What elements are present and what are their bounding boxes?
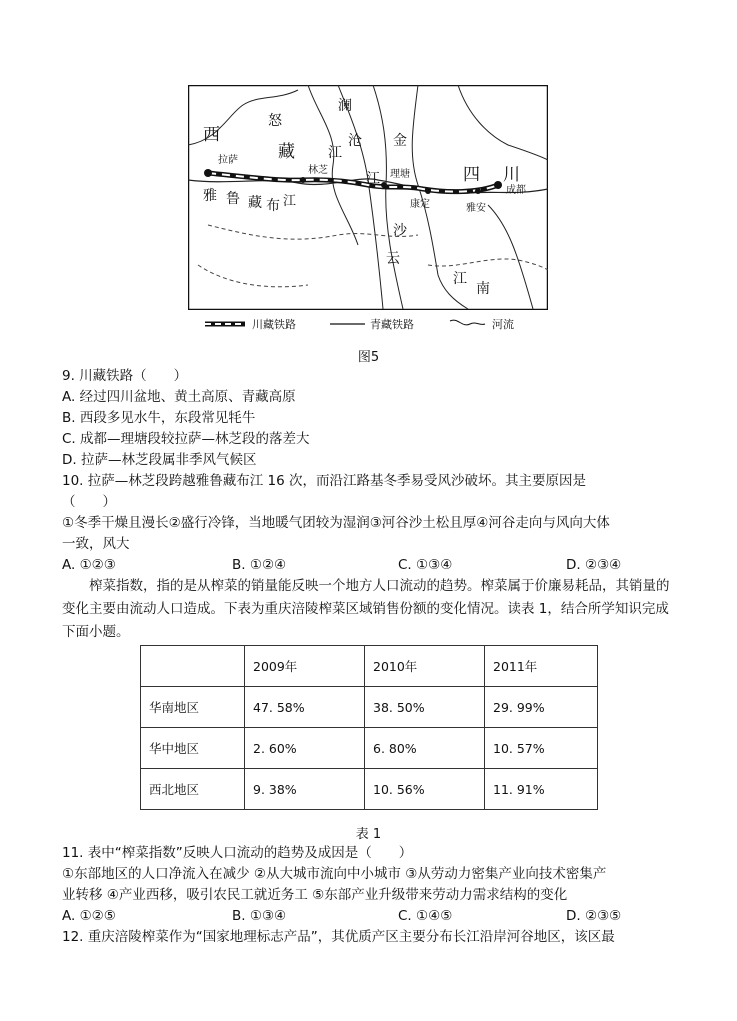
label-zang: 藏 — [278, 142, 295, 162]
city-label-linzhi: 林芝 — [308, 165, 328, 176]
map-legend — [200, 314, 540, 334]
city-dot-chengdu — [494, 181, 502, 189]
city-dot-kangding — [425, 188, 431, 194]
q12-stem: 12. 重庆涪陵榨菜作为“国家地理标志产品”，其优质产区主要分布长江沿岸河谷地区，该区最 — [62, 929, 615, 945]
label-si: 四 — [463, 165, 480, 185]
city-dot-lasa — [204, 169, 212, 177]
table-row — [141, 687, 598, 728]
table-row — [141, 728, 598, 769]
q11-option-b: B. ①③④ — [232, 908, 287, 924]
legend-chuanzang-label: 川藏铁路 — [252, 318, 296, 331]
table-row — [141, 769, 598, 810]
label-jiang2: 江 — [366, 171, 380, 187]
q10-stem-line1: 10. 拉萨—林芝段跨越雅鲁藏布江 16 次，而沿江路基冬季易受风沙破坏。其主要原因是 — [62, 473, 587, 489]
q10-option-d: D. ②③④ — [566, 557, 622, 573]
table-cell: 10. 56% — [365, 769, 485, 810]
legend-qingzang-label: 青藏铁路 — [370, 318, 414, 331]
q9-option-d: D. 拉萨—林芝段属非季风气候区 — [62, 452, 257, 468]
label-bu: 布 — [266, 198, 280, 214]
q11-items-line1: ①东部地区的人口净流入在减少 ②从大城市流向中小城市 ③从劳动力密集产业向技术密集产 — [62, 866, 607, 882]
city-dot-linzhi — [300, 177, 306, 183]
label-jiang3: 江 — [283, 194, 297, 209]
q11-stem: 11. 表中“榨菜指数”反映人口流动的趋势及成因是（ ） — [62, 845, 413, 861]
legend-river-label: 河流 — [492, 318, 514, 331]
city-label-kangding: 康定 — [410, 199, 430, 210]
q10-items-line1: ①冬季干燥且漫长②盛行冷锋，当地暖气团较为湿润③河谷沙土松且厚④河谷走向与风向大体 — [62, 515, 610, 531]
q10-items-line2: 一致，风大 — [62, 536, 130, 552]
q9-option-b: B. 西段多见水牛，东段常见牦牛 — [62, 410, 256, 426]
q9-stem: 9. 川藏铁路（ ） — [62, 368, 188, 384]
legend-river-swatch — [450, 320, 485, 325]
label-lu: 鲁 — [226, 191, 240, 207]
city-dot-litang — [381, 182, 387, 188]
label-ya: 雅 — [203, 188, 217, 204]
table-cell: 西北地区 — [141, 769, 245, 810]
city-dot-yaan — [475, 188, 481, 194]
q10-option-b: B. ①②④ — [232, 557, 287, 573]
q11-option-d: D. ②③⑤ — [566, 908, 622, 924]
q11-option-c: C. ①④⑤ — [398, 908, 453, 924]
label-chuan: 川 — [503, 165, 520, 185]
table-header-cell — [141, 646, 245, 687]
q11-items-line2: 业转移 ④产业西移，吸引农民工就近务工 ⑤东部产业升级带来劳动力需求结构的变化 — [62, 887, 568, 903]
label-sha: 沙 — [393, 223, 407, 239]
map-figure — [188, 85, 548, 310]
q10-option-c: C. ①③④ — [398, 557, 453, 573]
label-cang: 沧 — [348, 133, 362, 149]
figure-caption: 图5 — [357, 350, 380, 365]
label-zang2: 藏 — [248, 195, 262, 211]
table-cell: 29. 99% — [485, 687, 598, 728]
label-jiang1: 江 — [328, 145, 342, 161]
table-cell: 11. 91% — [485, 769, 598, 810]
table-header-cell: 2009年 — [245, 646, 365, 687]
table-header-cell: 2011年 — [485, 646, 598, 687]
city-label-lasa: 拉萨 — [218, 155, 238, 166]
table-cell: 10. 57% — [485, 728, 598, 769]
table-header-row — [141, 646, 598, 687]
sales-share-table — [140, 645, 598, 810]
q9-option-a: A. 经过四川盆地、黄土高原、青藏高原 — [62, 389, 296, 405]
label-jin: 金 — [393, 133, 407, 149]
intro-paragraph: 榨菜指数，指的是从榨菜的销量能反映一个地方人口流动的趋势。榨菜属于价廉易耗品，其销量的变化主要由流动人口造成。下表为重庆涪陵榨菜区域销售份额的变化情况。读表 1，结合所学知识完成下面小题。 — [62, 578, 670, 640]
label-yun: 云 — [386, 251, 400, 267]
table-cell: 华中地区 — [141, 728, 245, 769]
label-nu: 怒 — [268, 113, 282, 129]
q10-option-a: A. ①②③ — [62, 557, 116, 573]
q9-option-c: C. 成都—理塘段较拉萨—林芝段的落差大 — [62, 431, 310, 447]
label-lan: 澜 — [338, 98, 352, 114]
table-caption: 表 1 — [355, 827, 382, 842]
table-cell: 华南地区 — [141, 687, 245, 728]
city-label-chengdu: 成都 — [506, 185, 526, 196]
q11-option-a: A. ①②⑤ — [62, 908, 116, 924]
table-header-cell: 2010年 — [365, 646, 485, 687]
label-nan: 南 — [476, 281, 490, 297]
legend-graphics — [200, 314, 540, 334]
table-cell: 38. 50% — [365, 687, 485, 728]
table-cell: 47. 58% — [245, 687, 365, 728]
table-cell: 9. 38% — [245, 769, 365, 810]
label-jiang4: 江 — [453, 271, 467, 287]
city-label-yaan: 雅安 — [466, 203, 486, 214]
table-cell: 6. 80% — [365, 728, 485, 769]
q10-stem-line2: （ ） — [62, 494, 116, 510]
city-label-litang: 理塘 — [390, 169, 410, 180]
table-cell: 2. 60% — [245, 728, 365, 769]
label-xi: 西 — [203, 125, 220, 145]
railway-map — [188, 85, 548, 310]
